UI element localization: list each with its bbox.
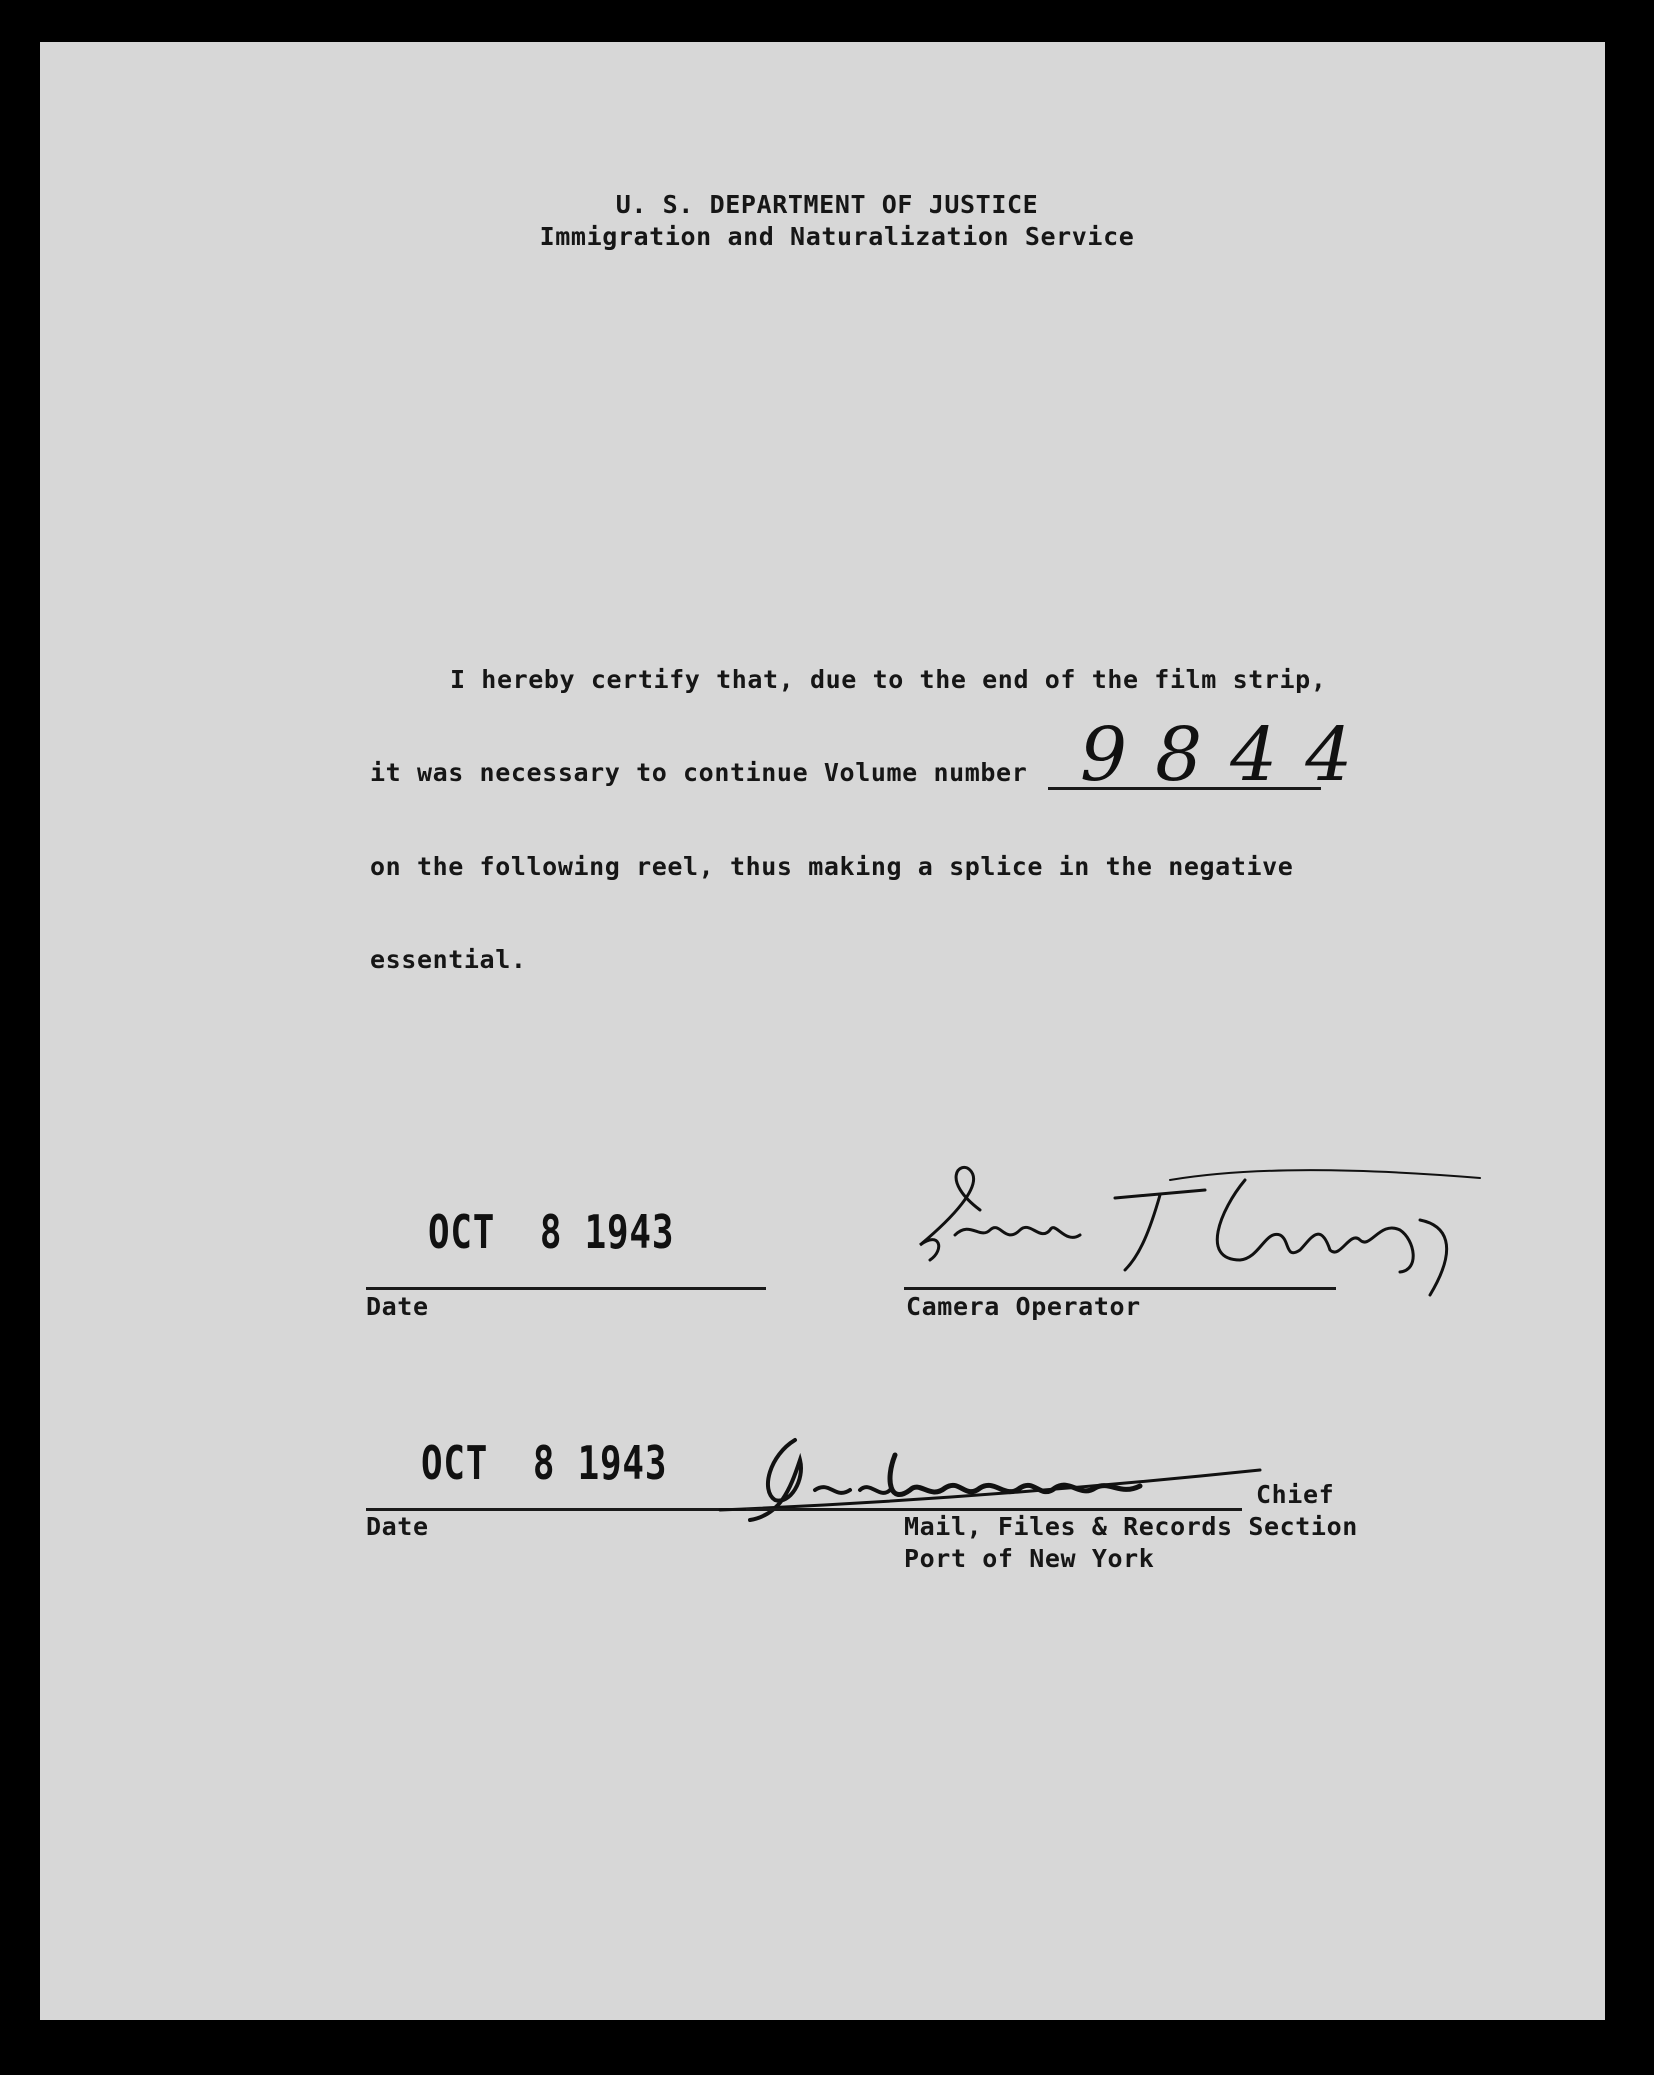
department-heading: U. S. DEPARTMENT OF JUSTICE xyxy=(615,190,1039,219)
camera-operator-line xyxy=(904,1287,1336,1290)
date-label: Date xyxy=(366,1292,429,1321)
port-label: Port of New York xyxy=(904,1544,1155,1573)
office-label: Mail, Files & Records Section xyxy=(904,1512,1358,1541)
chief-signature-line xyxy=(746,1508,1242,1511)
volume-number: 9844 xyxy=(1080,712,1381,798)
camera-operator-signature xyxy=(900,1150,1500,1310)
document-page xyxy=(40,42,1605,2020)
date-label: Date xyxy=(366,1512,429,1541)
certification-line-3: on the following reel, thus making a splice in the negative xyxy=(370,852,1294,881)
chief-label: Chief xyxy=(1256,1480,1335,1509)
date-line xyxy=(366,1287,766,1290)
camera-operator-label: Camera Operator xyxy=(906,1292,1141,1321)
certification-line-4: essential. xyxy=(370,945,527,974)
date-stamp: OCT 8 1943 xyxy=(421,1436,668,1490)
certification-line-1: I hereby certify that, due to the end of the film strip, xyxy=(450,665,1327,694)
date-stamp: OCT 8 1943 xyxy=(428,1205,675,1259)
certification-line-2: it was necessary to continue Volume number xyxy=(370,758,1028,787)
date-line xyxy=(366,1508,746,1511)
service-heading: Immigration and Naturalization Service xyxy=(539,222,1135,251)
